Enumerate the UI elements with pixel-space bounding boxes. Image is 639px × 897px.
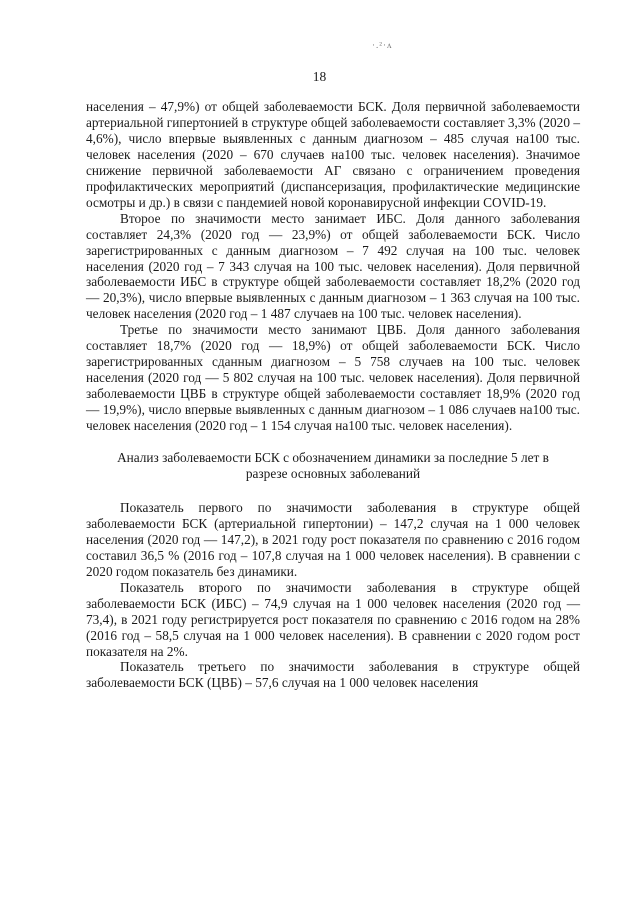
paragraph-cvb-dynamics: Показатель третьего по значимости заболевания в структуре общей заболеваемости БСК (ЦВБ) – 57,6 случая на 1 000 человек населения: [86, 659, 580, 691]
section-heading: Анализ заболеваемости БСК с обозначением динамики за последние 5 лет в разрезе основных заболеваний: [117, 450, 549, 481]
paragraph-cvb: Третье по значимости место занимают ЦВБ. Доля данного заболевания составляет 18,7% (2020 год — 18,9%) от общей заболеваемости БСК. Число зарегистрированных сданным диагнозом – 5 758 случаев на 100 тыс. человек населения (2020 год — 5 802 случая на 100 тыс. человек населения). Доля первичной заболеваемости ЦВБ в структуре общей заболеваемости составляет 18,9% (2020 год — 19,9%), число впервые выявленных с данным диагнозом – 1 086 случаев на100 тыс. человек населения (2020 год – 1 154 случая на100 тыс. человек населения).: [86, 322, 580, 434]
page-number: 18: [312, 69, 327, 84]
paragraph-ibs: Второе по значимости место занимает ИБС. Доля данного заболевания составляет 24,3% (2020 год — 23,9%) от общей заболеваемости БСК. Число зарегистрированных с данным диагнозом – 7 492 случая на 100 тыс. человек населения (2020 год – 7 343 случая на 100 тыс. человек населения). Доля первичной заболеваемости ИБС в структуре общей заболеваемости составляет 18,2% (2020 год — 20,3%), число впервые выявленных с данным диагнозом – 1 363 случая на 100 тыс. человек населения (2020 год – 1 487 случаев на 100 тыс. человек населения).: [86, 210, 580, 322]
paragraph-ibs-dynamics: Показатель второго по значимости заболевания в структуре общей заболеваемости БСК (ИБС) – 74,9 случая на 1 000 человек населения (2020 год — 73,4), в 2021 году регистрируется рост показателя по сравнению с 2016 годом на 28% (2016 год – 58,5 случая на 1 000 человек населения). В сравнении с 2020 годом рост показателя на 2%.: [86, 579, 580, 659]
document-body: [86, 99, 580, 691]
scan-artifact-mark: ·.²·ʌ: [372, 40, 393, 50]
paragraph-continuation: населения – 47,9%) от общей заболеваемости БСК. Доля первичной заболеваемости артериальной гипертонией в структуре общей заболеваемости составляет 3,3% (2020 – 4,6%), число впервые выявленных с данным диагнозом – 485 случая на100 тыс. человек населения (2020 – 670 случаев на100 тыс. человек населения). Значимое снижение первичной заболеваемости АГ связано с ограничением проведения профилактических мероприятий (диспансеризация, профилактические медицинские осмотры и др.) в связи с пандемией новой коронавирусной инфекции COVID-19.: [86, 99, 580, 210]
paragraph-ag-dynamics: Показатель первого по значимости заболевания в структуре общей заболеваемости БСК (артериальной гипертонии) – 147,2 случая на 1 000 человек населения (2020 год — 147,2), в 2021 году рост показателя по сравнению с 2016 годом составил 36,5 % (2016 год – 107,8 случая на 1 000 человек населения). В сравнении с 2020 годом показатель без динамики.: [86, 499, 580, 579]
